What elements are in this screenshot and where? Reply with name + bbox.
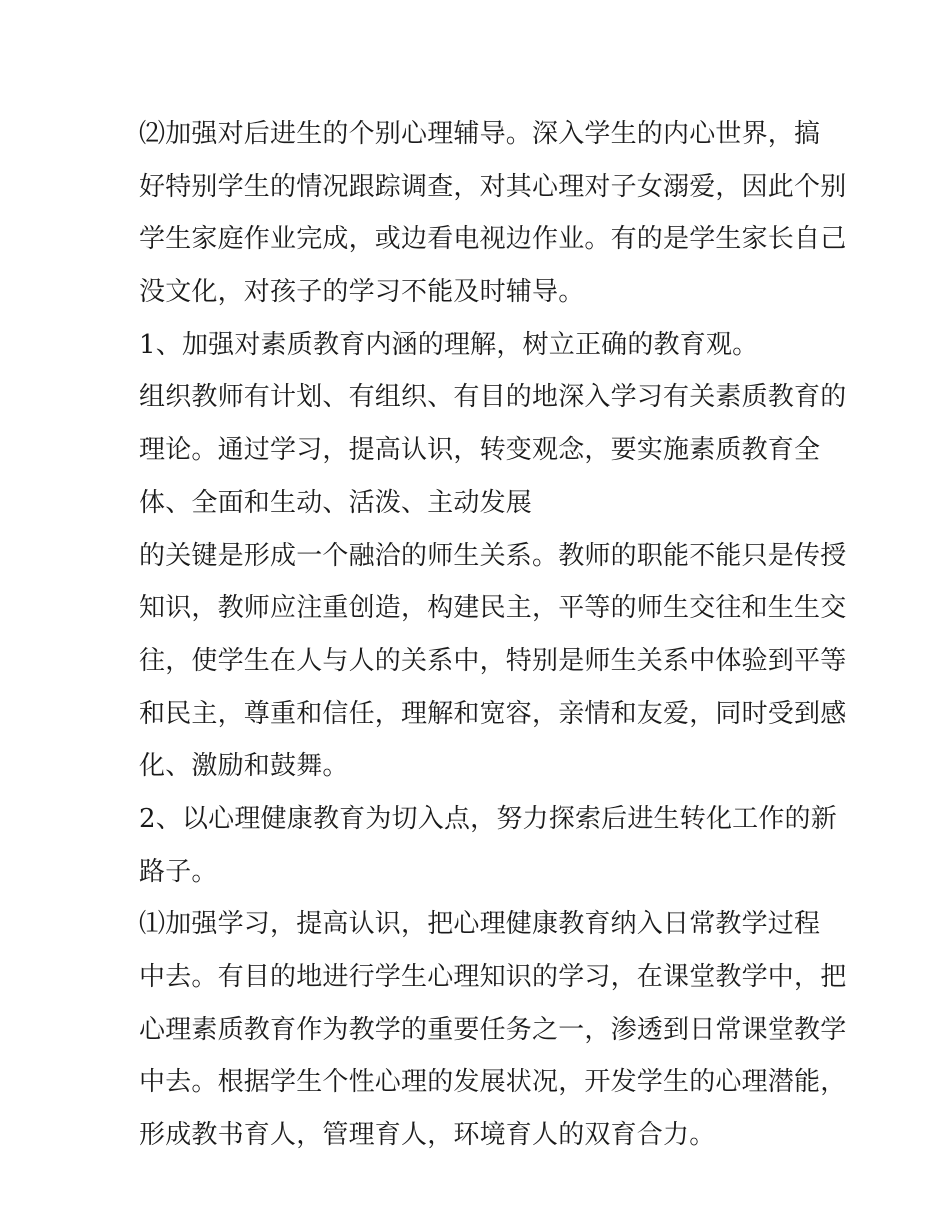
text-line: 理论。通过学习，提高认识，转变观念，要实施素质教育全 [139,435,821,466]
document-page [139,108,847,1162]
text-line: ⑴加强学习，提高认识，把心理健康教育纳入日常教学过程 [139,909,821,940]
text-line: 心理素质教育作为教学的重要任务之一，渗透到日常课堂教学 [139,1014,847,1045]
text-line: 学生家庭作业完成，或边看电视边作业。有的是学生家长自己 [139,224,847,255]
text-line: ⑵加强对后进生的个别心理辅导。深入学生的内心世界，搞 [139,119,821,149]
text-line: 没文化，对孩子的学习不能及时辅导。 [139,277,585,308]
text-line: 2、以心理健康教育为切入点，努力探索后进生转化工作的新 [139,803,837,834]
text-line: 化、激励和鼓舞。 [139,751,349,782]
text-line: 1、加强对素质教育内涵的理解，树立正确的教育观。 [139,329,759,360]
text-line: 知识，教师应注重创造，构建民主，平等的师生交往和生生交 [139,593,847,624]
text-line: 往，使学生在人与人的关系中，特别是师生关系中体验到平等 [139,645,847,676]
text-line: 中去。有目的地进行学生心理知识的学习，在课堂教学中，把 [139,962,847,992]
text-line: 形成教书育人，管理育人，环境育人的双育合力。 [139,1120,716,1151]
text-line: 的关键是形成一个融洽的师生关系。教师的职能不能只是传授 [139,540,847,571]
text-line: 中去。根据学生个性心理的发展状况，开发学生的心理潜能， [139,1067,847,1098]
text-line: 组织教师有计划、有组织、有目的地深入学习有关素质教育的 [139,382,847,413]
text-line: 和民主，尊重和信任，理解和宽容，亲情和友爱，同时受到感 [139,698,847,729]
text-line: 路子。 [139,856,218,887]
text-line: 体、全面和生动、活泼、主动发展 [139,487,533,518]
text-line: 好特别学生的情况跟踪调查，对其心理对子女溺爱，因此个别 [139,171,847,202]
